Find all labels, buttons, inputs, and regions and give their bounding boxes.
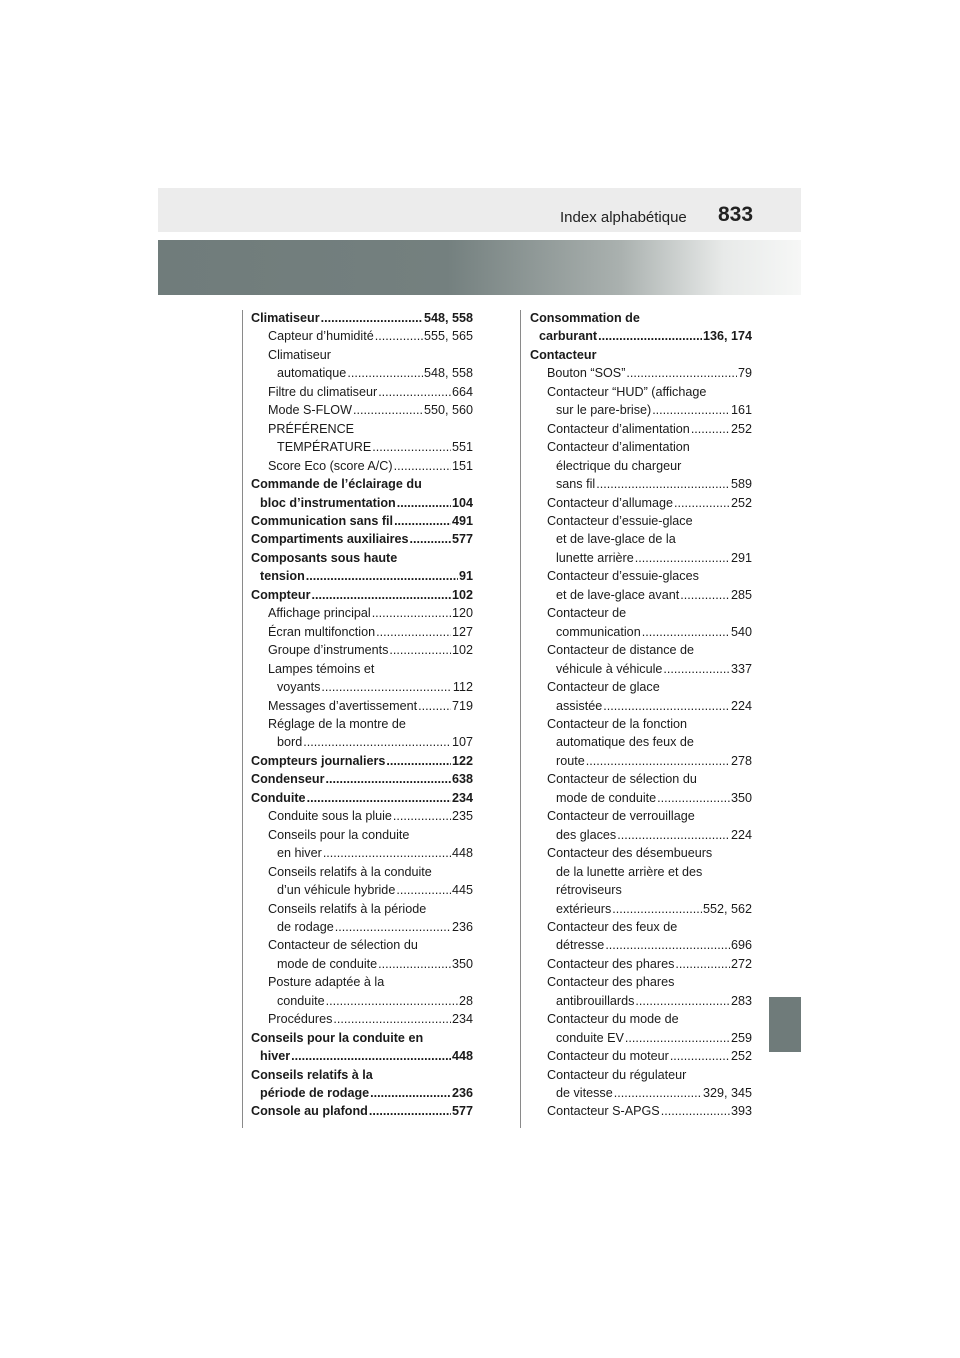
index-entry xyxy=(530,826,752,844)
header-band xyxy=(158,188,801,232)
index-entry xyxy=(530,327,752,345)
index-entry-term: assistée xyxy=(556,698,603,713)
index-entry xyxy=(251,1102,473,1120)
dot-leader xyxy=(378,955,451,973)
index-line: Conseils pour la conduite en xyxy=(251,1030,424,1045)
dot-leader xyxy=(347,364,423,382)
index-line: et de lave-glace de la xyxy=(556,532,676,547)
dot-leader xyxy=(370,1084,451,1102)
index-entry xyxy=(530,697,752,715)
index-line: PRÉFÉRENCE xyxy=(268,421,355,436)
index-entry xyxy=(251,401,473,419)
index-entry-page: 285 xyxy=(730,587,752,602)
index-entry xyxy=(251,1047,473,1065)
dot-leader xyxy=(603,697,730,715)
index-entry-page: 161 xyxy=(730,403,752,418)
dot-leader xyxy=(321,678,452,696)
index-entry xyxy=(251,789,473,807)
dot-leader xyxy=(675,955,730,973)
index-entry xyxy=(251,512,473,530)
dot-leader xyxy=(389,641,451,659)
index-entry-term: Score Eco (score A/C) xyxy=(268,458,393,473)
dot-leader xyxy=(670,1047,730,1065)
index-line: Lampes témoins et xyxy=(268,661,375,676)
index-line: Contacteur des phares xyxy=(547,975,675,990)
index-entry-term: bord xyxy=(277,735,303,750)
dot-leader xyxy=(353,401,423,419)
index-entry-page: 224 xyxy=(730,827,752,842)
index-entry-term: Bouton “SOS” xyxy=(547,366,626,381)
index-entry xyxy=(530,900,752,918)
index-entry-page: 102 xyxy=(451,643,473,658)
index-entry-page: 664 xyxy=(451,384,473,399)
index-entry xyxy=(530,789,752,807)
index-entry xyxy=(530,752,752,770)
index-entry-page: 278 xyxy=(730,753,752,768)
index-line: Contacteur des désembueurs xyxy=(547,846,713,861)
index-line: Contacteur d’alimentation xyxy=(547,440,690,455)
index-entry xyxy=(251,327,473,345)
index-entry-term: et de lave-glace avant xyxy=(556,587,680,602)
index-entry xyxy=(530,1084,752,1102)
index-entry-term: extérieurs xyxy=(556,901,612,916)
index-entry-page: 236 xyxy=(451,1086,473,1101)
index-entry-page: 259 xyxy=(730,1030,752,1045)
chapter-side-tab xyxy=(769,997,801,1052)
index-entry xyxy=(251,383,473,401)
dot-leader xyxy=(335,918,451,936)
index-entry-page: 337 xyxy=(730,661,752,676)
dot-leader xyxy=(325,770,451,788)
dot-leader xyxy=(372,438,451,456)
index-column-left xyxy=(251,309,473,1121)
index-entry xyxy=(251,364,473,382)
index-entry-page: 291 xyxy=(730,550,752,565)
dot-leader xyxy=(598,327,702,345)
index-line: Posture adaptée à la xyxy=(268,975,385,990)
index-entry-page: 234 xyxy=(451,790,473,805)
dot-leader xyxy=(386,752,451,770)
index-entry xyxy=(530,549,752,567)
index-entry-term: Communication sans fil xyxy=(251,513,394,528)
dot-leader xyxy=(397,494,451,512)
index-entry-page: 283 xyxy=(730,993,752,1008)
index-entry-page: 28 xyxy=(458,993,473,1008)
index-entry-term: Contacteur d’allumage xyxy=(547,495,674,510)
index-entry-page: 350 xyxy=(730,790,752,805)
index-entry-page: 393 xyxy=(730,1104,752,1119)
index-entry-term: sans fil xyxy=(556,477,596,492)
dot-leader xyxy=(680,586,730,604)
index-line: électrique du chargeur xyxy=(556,458,682,473)
index-entry-term: hiver xyxy=(260,1049,291,1064)
index-entry-term: conduite EV xyxy=(556,1030,624,1045)
dot-leader xyxy=(657,789,730,807)
index-entry xyxy=(251,567,473,585)
index-entry-term: Procédures xyxy=(268,1012,333,1027)
index-entry-page: 696 xyxy=(730,938,752,953)
index-entry-term: Conduite xyxy=(251,790,306,805)
index-entry xyxy=(530,623,752,641)
index-line: Conseils pour la conduite xyxy=(268,827,410,842)
dot-leader xyxy=(652,401,730,419)
index-entry xyxy=(530,660,752,678)
index-entry xyxy=(251,881,473,899)
dot-leader xyxy=(375,327,423,345)
index-entry-page: 577 xyxy=(451,532,473,547)
index-entry xyxy=(251,1010,473,1028)
index-entry-page: 552, 562 xyxy=(702,901,752,916)
dot-leader xyxy=(306,567,458,585)
index-entry xyxy=(251,752,473,770)
index-entry-term: TEMPÉRATURE xyxy=(277,440,372,455)
index-entry-term: Condenseur xyxy=(251,772,325,787)
index-entry-term: Groupe d’instruments xyxy=(268,643,389,658)
index-entry-page: 235 xyxy=(451,809,473,824)
index-entry-term: Compteurs journaliers xyxy=(251,753,386,768)
index-entry-page: 548, 558 xyxy=(423,311,473,325)
section-title: Index alphabétique xyxy=(560,209,687,226)
index-line: Conseils relatifs à la xyxy=(251,1067,373,1082)
index-entry xyxy=(530,420,752,438)
index-entry-term: Filtre du climatiseur xyxy=(268,384,378,399)
index-entry xyxy=(251,697,473,715)
index-entry-term: lunette arrière xyxy=(556,550,634,565)
index-entry-term: en hiver xyxy=(277,846,322,861)
dot-leader xyxy=(393,807,451,825)
index-entry-term: Capteur d’humidité xyxy=(268,329,374,344)
dot-leader xyxy=(311,586,451,604)
index-entry xyxy=(251,494,473,512)
index-entry-term: conduite xyxy=(277,993,325,1008)
index-entry-page: 548, 558 xyxy=(423,366,473,381)
dot-leader xyxy=(369,1102,451,1120)
index-entry xyxy=(530,364,752,382)
index-entry-page: 448 xyxy=(451,846,473,861)
index-entry xyxy=(530,1029,752,1047)
page-number: 833 xyxy=(718,203,754,226)
index-line: Contacteur de xyxy=(547,606,627,621)
index-entry-page: 550, 560 xyxy=(423,403,473,418)
index-line: de la lunette arrière et des xyxy=(556,864,703,879)
dot-leader xyxy=(394,512,451,530)
dot-leader xyxy=(307,789,451,807)
index-entry-page: 272 xyxy=(730,956,752,971)
index-entry-term: route xyxy=(556,753,585,768)
index-entry-page: 102 xyxy=(451,587,473,602)
index-line: Contacteur de sélection du xyxy=(268,938,418,953)
index-entry xyxy=(251,844,473,862)
left-column-rule xyxy=(242,310,243,1128)
dot-leader xyxy=(635,549,730,567)
dot-leader xyxy=(612,900,702,918)
dot-leader xyxy=(626,364,737,382)
index-line: Conseils relatifs à la conduite xyxy=(268,864,432,879)
dot-leader xyxy=(674,494,730,512)
dot-leader xyxy=(625,1029,730,1047)
index-entry-page: 638 xyxy=(451,772,473,787)
index-entry-term: tension xyxy=(260,569,305,584)
index-entry xyxy=(530,992,752,1010)
index-entry xyxy=(251,1084,473,1102)
index-entry xyxy=(251,530,473,548)
dot-leader xyxy=(596,475,730,493)
index-entry xyxy=(251,770,473,788)
index-entry xyxy=(251,623,473,641)
index-entry-term: Conduite sous la pluie xyxy=(268,809,392,824)
index-entry-term: sur le pare-brise) xyxy=(556,403,652,418)
index-entry-page: 136, 174 xyxy=(702,329,752,344)
index-entry-term: Mode S-FLOW xyxy=(268,403,352,418)
dot-leader xyxy=(642,623,730,641)
index-entry-term: Contacteur S-APGS xyxy=(547,1104,660,1119)
dot-leader xyxy=(378,383,451,401)
index-entry xyxy=(530,475,752,493)
index-entry-page: 236 xyxy=(451,919,473,934)
dot-leader xyxy=(418,697,451,715)
dot-leader xyxy=(326,992,458,1010)
index-entry-term: antibrouillards xyxy=(556,993,635,1008)
index-entry-page: 252 xyxy=(730,421,752,436)
index-entry-term: Climatiseur xyxy=(251,311,320,325)
index-entry-page: 445 xyxy=(451,883,473,898)
index-entry-page: 112 xyxy=(452,680,473,695)
index-column-right xyxy=(530,309,752,1121)
dot-leader xyxy=(661,1102,730,1120)
index-entry-page: 589 xyxy=(730,477,752,492)
dot-leader xyxy=(663,660,730,678)
index-line: Consommation de xyxy=(530,311,640,325)
index-entry-term: Compteur xyxy=(251,587,311,602)
index-entry-term: Contacteur d’alimentation xyxy=(547,421,690,436)
index-entry-term: de rodage xyxy=(277,919,334,934)
index-line: automatique des feux de xyxy=(556,735,694,750)
index-entry-page: 252 xyxy=(730,495,752,510)
dot-leader xyxy=(605,936,730,954)
index-entry-page: 234 xyxy=(451,1012,473,1027)
dot-leader xyxy=(323,844,451,862)
index-entry xyxy=(530,955,752,973)
index-entry xyxy=(251,604,473,622)
index-entry xyxy=(251,586,473,604)
index-entry-page: 122 xyxy=(451,753,473,768)
index-entry-term: mode de conduite xyxy=(556,790,657,805)
index-entry-page: 551 xyxy=(451,440,473,455)
index-entry-term: Affichage principal xyxy=(268,606,371,621)
dot-leader xyxy=(333,1010,451,1028)
index-line: Contacteur de glace xyxy=(547,680,660,695)
index-entry-page: 719 xyxy=(451,698,473,713)
index-entry-page: 540 xyxy=(730,624,752,639)
index-entry-page: 120 xyxy=(451,606,473,621)
index-entry-page: 448 xyxy=(451,1049,473,1064)
dot-leader xyxy=(321,309,423,327)
index-line: Réglage de la montre de xyxy=(268,716,406,731)
index-entry xyxy=(251,992,473,1010)
index-entry-page: 577 xyxy=(451,1104,473,1119)
index-entry xyxy=(251,733,473,751)
index-entry xyxy=(530,936,752,954)
index-entry xyxy=(251,918,473,936)
index-entry-page: 79 xyxy=(737,366,752,381)
index-line: rétroviseurs xyxy=(556,883,622,898)
index-entry xyxy=(251,438,473,456)
index-entry-term: Contacteur des phares xyxy=(547,956,675,971)
index-entry-term: période de rodage xyxy=(260,1086,370,1101)
dot-leader xyxy=(372,604,451,622)
dot-leader xyxy=(291,1047,451,1065)
index-entry-term: Console au plafond xyxy=(251,1104,368,1119)
index-entry-term: communication xyxy=(556,624,641,639)
index-entry-page: 107 xyxy=(451,735,473,750)
index-entry xyxy=(251,457,473,475)
index-entry-page: 350 xyxy=(451,956,473,971)
index-entry-term: véhicule à véhicule xyxy=(556,661,663,676)
index-entry-term: des glaces xyxy=(556,827,617,842)
index-entry xyxy=(530,586,752,604)
index-line: Contacteur “HUD” (affichage xyxy=(547,384,707,399)
index-entry-page: 91 xyxy=(458,569,473,584)
index-line: Conseils relatifs à la période xyxy=(268,901,427,916)
dot-leader xyxy=(303,733,451,751)
index-entry-page: 127 xyxy=(451,624,473,639)
dot-leader xyxy=(586,752,730,770)
index-entry xyxy=(251,641,473,659)
index-entry-page: 151 xyxy=(451,458,473,473)
dot-leader xyxy=(691,420,730,438)
index-line: Contacteur d’essuie-glace xyxy=(547,513,693,528)
index-entry xyxy=(530,401,752,419)
index-line: Contacteur du mode de xyxy=(547,1012,679,1027)
index-line: Contacteur de sélection du xyxy=(547,772,697,787)
index-entry-term: Compartiments auxiliaires xyxy=(251,532,409,547)
index-entry xyxy=(251,955,473,973)
index-entry xyxy=(251,807,473,825)
index-entry xyxy=(530,494,752,512)
index-line: Contacteur de la fonction xyxy=(547,716,688,731)
index-entry-page: 329, 345 xyxy=(702,1086,752,1101)
chapter-banner xyxy=(158,240,801,295)
index-line: Contacteur xyxy=(530,347,597,362)
middle-column-rule xyxy=(520,310,521,1128)
dot-leader xyxy=(396,881,451,899)
index-entry-term: mode de conduite xyxy=(277,956,378,971)
index-entry-term: Messages d’avertissement xyxy=(268,698,418,713)
index-line: Commande de l’éclairage du xyxy=(251,477,422,492)
index-line: Contacteur de verrouillage xyxy=(547,809,695,824)
index-entry xyxy=(251,309,473,327)
index-entry-page: 224 xyxy=(730,698,752,713)
index-entry-term: bloc d’instrumentation xyxy=(260,495,396,510)
index-line: Contacteur des feux de xyxy=(547,919,678,934)
index-entry-page: 104 xyxy=(451,495,473,510)
dot-leader xyxy=(394,457,451,475)
index-entry-term: Écran multifonction xyxy=(268,624,376,639)
index-line: Contacteur d’essuie-glaces xyxy=(547,569,699,584)
index-line: Contacteur de distance de xyxy=(547,643,695,658)
index-entry-term: détresse xyxy=(556,938,605,953)
dot-leader xyxy=(614,1084,702,1102)
index-entry-term: de vitesse xyxy=(556,1086,613,1101)
dot-leader xyxy=(409,530,451,548)
dot-leader xyxy=(635,992,730,1010)
index-line: Climatiseur xyxy=(268,347,331,362)
index-entry-term: d’un véhicule hybride xyxy=(277,883,396,898)
index-entry xyxy=(530,1102,752,1120)
index-line: Contacteur du régulateur xyxy=(547,1067,687,1082)
dot-leader xyxy=(617,826,730,844)
index-entry-term: Contacteur du moteur xyxy=(547,1049,669,1064)
index-entry-page: 252 xyxy=(730,1049,752,1064)
index-line: Composants sous haute xyxy=(251,550,398,565)
index-entry xyxy=(251,678,473,696)
index-entry-term: carburant xyxy=(539,329,598,344)
index-entry-term: automatique xyxy=(277,366,347,381)
index-entry xyxy=(530,1047,752,1065)
dot-leader xyxy=(376,623,451,641)
index-entry-page: 555, 565 xyxy=(423,329,473,344)
index-entry-page: 491 xyxy=(451,513,473,528)
index-entry-term: voyants xyxy=(277,680,321,695)
